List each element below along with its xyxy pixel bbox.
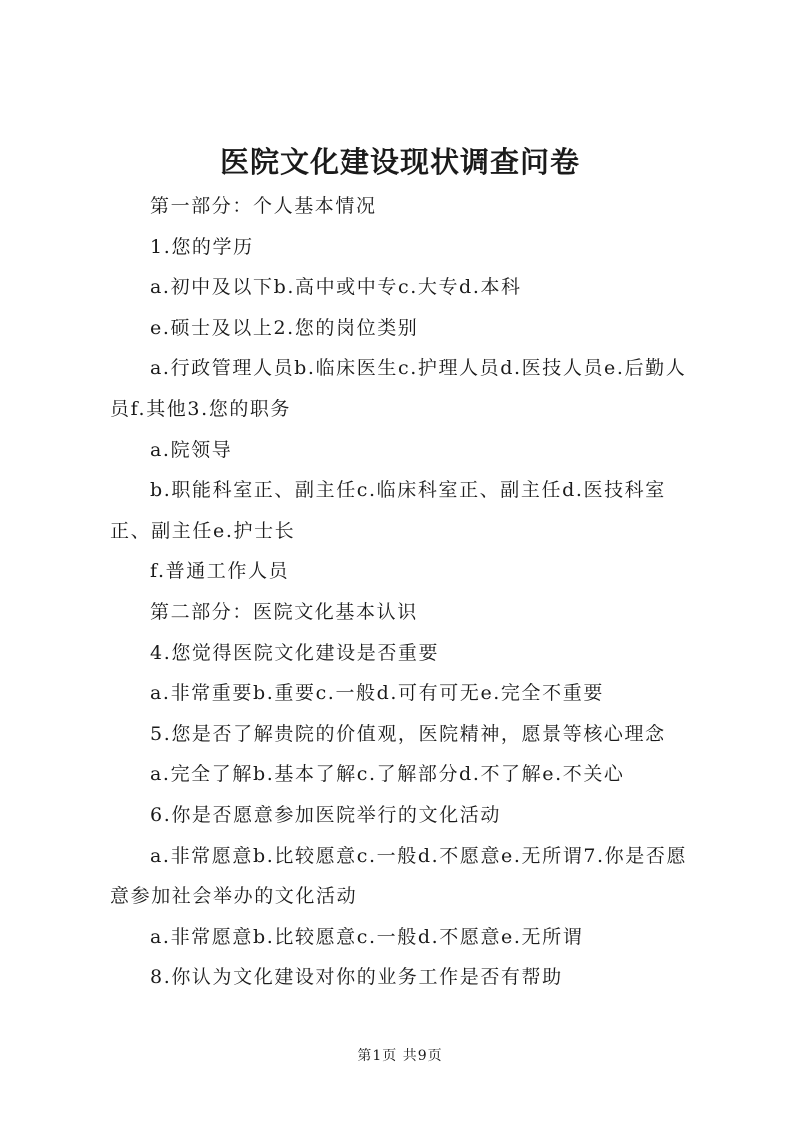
document-title: 医院文化建设现状调查问卷 <box>219 145 580 179</box>
paragraph: a.行政管理人员b.临床医生c.护理人员d.医技人员e.后勤人员f.其他3.您的职务 <box>110 357 687 420</box>
paragraph: 6.你是否愿意参加医院举行的文化活动 <box>150 803 501 826</box>
paragraph: f.普通工作人员 <box>150 560 290 583</box>
paragraph: 5.您是否了解贵院的价值观，医院精神，愿景等核心理念 <box>150 722 666 745</box>
paragraph: a.非常重要b.重要c.一般d.可有可无e.完全不重要 <box>150 682 604 705</box>
paragraph: b.职能科室正、副主任c.临床科室正、副主任d.医技科室正、副主任e.护士长 <box>110 479 666 542</box>
paragraph: 8.你认为文化建设对你的业务工作是否有帮助 <box>150 966 563 989</box>
page-footer: 第1页 共9页 <box>357 1048 443 1064</box>
paragraph: 第一部分：个人基本情况 <box>150 195 377 217</box>
paragraph: a.非常愿意b.比较愿意c.一般d.不愿意e.无所谓 <box>150 925 584 948</box>
document-body <box>110 186 702 998</box>
paragraph: 4.您觉得医院文化建设是否重要 <box>150 641 440 664</box>
paragraph: e.硕士及以上2.您的岗位类别 <box>150 316 419 339</box>
paragraph: 1.您的学历 <box>150 235 254 258</box>
paragraph: a.院领导 <box>150 438 233 461</box>
paragraph: 第二部分：医院文化基本认识 <box>150 600 418 623</box>
paragraph: a.非常愿意b.比较愿意c.一般d.不愿意e.无所谓7.你是否愿意参加社会举办的文化活动 <box>110 844 688 908</box>
paragraph: a.初中及以下b.高中或中专c.大专d.本科 <box>150 276 522 299</box>
paragraph: a.完全了解b.基本了解c.了解部分d.不了解e.不关心 <box>150 763 625 786</box>
